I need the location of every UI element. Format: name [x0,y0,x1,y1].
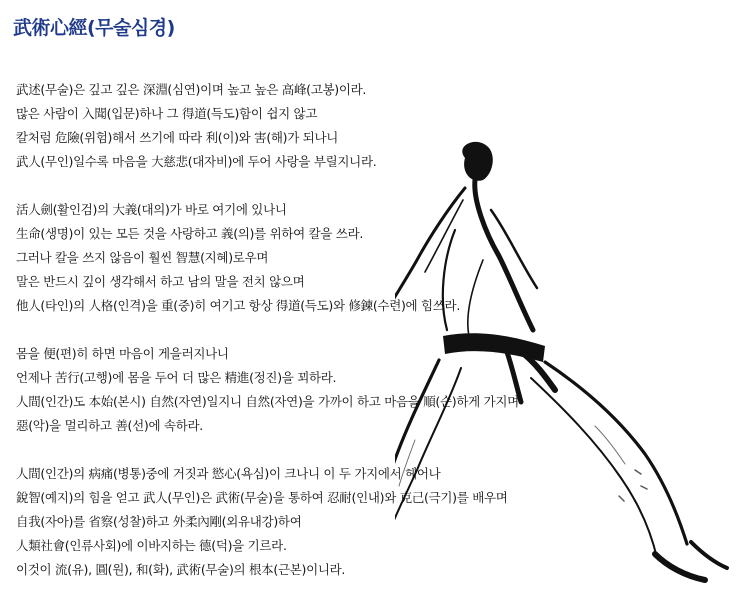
poem-line: 人間(인간)도 本始(본시) 自然(자연)일지니 自然(자연)을 가까이 하고 마음을 順(순)하게 가지며 [16,394,519,409]
poem-line: 人間(인간)의 病痛(병통)중에 거짓과 慾心(욕심)이 크나니 이 두 가지에서 헤어나 [16,466,441,481]
poem-line: 活人劍(활인검)의 大義(대의)가 바로 여기에 있나니 [16,202,287,217]
poem-line: 武人(무인)일수록 마음을 大慈悲(대자비)에 두어 사랑을 부릴지니라. [16,154,377,169]
poem-stanza [16,78,576,174]
poem-stanza [16,198,576,318]
poem-body [16,78,576,582]
page-title: 武術心經(무술심경) [13,17,175,39]
poem-line: 武述(무술)은 깊고 깊은 深淵(심연)이며 높고 높은 高峰(고봉)이라. [16,82,367,97]
poem-stanza [16,342,576,438]
poem-line: 他人(타인)의 人格(인격)을 重(중)히 여기고 항상 得道(득도)와 修鍊(수련)에 힘쓰라. [16,298,461,313]
poem-line: 이것이 流(유), 圓(원), 和(화), 武術(무술)의 根本(근본)이니라. [16,562,346,577]
poem-line: 칼처럼 危險(위험)해서 쓰기에 따라 利(이)와 害(해)가 되나니 [16,130,339,145]
poem-line: 自我(자아)를 省察(성찰)하고 外柔內剛(외유내강)하여 [16,514,302,529]
poem-line: 人類社會(인류사회)에 이바지하는 德(덕)을 기르라. [16,538,287,553]
poem-line: 銳智(예지)의 힘을 얻고 武人(무인)은 武術(무술)을 통하여 忍耐(인내)와 克己(극기)를 배우며 [16,490,508,505]
poem-stanza [16,462,576,582]
poem-line: 언제나 苦行(고행)에 몸을 두어 더 많은 精進(정진)을 꾀하라. [16,370,337,385]
poem-line: 生命(생명)이 있는 모든 것을 사랑하고 義(의)를 위하여 칼을 쓰라. [16,226,364,241]
poem-line: 많은 사람이 入聞(입문)하나 그 得道(득도)함이 쉽지 않고 [16,106,318,121]
poem-line: 惡(악)을 멀리하고 善(선)에 속하라. [16,418,203,433]
poem-line: 그러나 칼을 쓰지 않음이 훨씬 智慧(지혜)로우며 [16,250,269,265]
poem-line: 말은 반드시 깊이 생각해서 하고 남의 말을 전치 않으며 [16,274,305,289]
poem-line: 몸을 便(편)히 하면 마음이 게을러지나니 [16,346,229,361]
